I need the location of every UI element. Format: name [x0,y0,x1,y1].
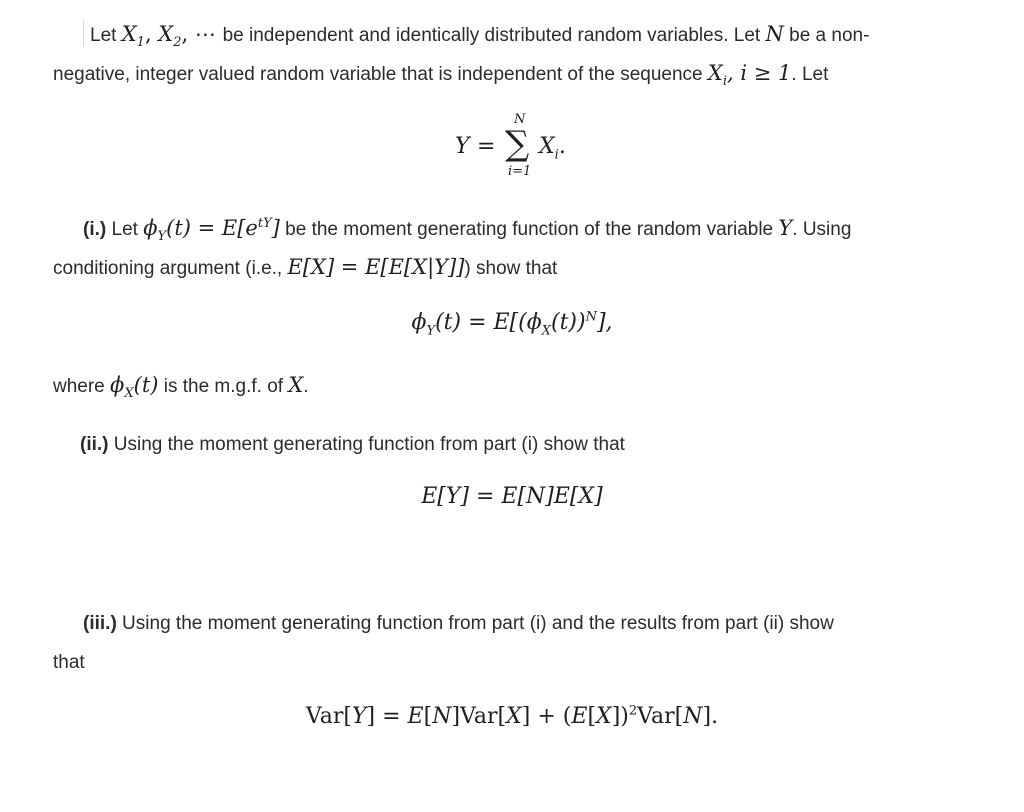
math-conditioning: E[X] = E[E[X|Y]] [287,255,465,279]
math-n: N [765,22,784,46]
part-text: be the moment generating function of the random variable [279,219,779,240]
part-text: . Using [792,219,852,240]
text-cursor [83,20,84,46]
math-mgf-def: $\phi_Y(t) = E[e^{tY}]$ [143,216,280,245]
math-x: $X_2$ [158,22,182,51]
part-3-line-2 [53,643,85,683]
part-text: conditioning argument (i.e., [53,258,288,279]
intro-text: . Let [791,64,829,85]
part-1-line-2 [53,247,557,289]
sigma-symbol: ∑ [505,124,530,164]
sum-term: $X_i$. [539,134,566,163]
part-text: that [53,652,85,673]
math-y: Y [778,216,793,240]
eq-equals: = [477,134,496,159]
equation-mgf: $\phi_Y(t) = E[(\phi_X(t))^N]$, [411,309,613,339]
where-text: is the m.g.f. of [158,376,289,397]
part-label: (iii.) [83,613,117,634]
part-label: (i.) [83,219,107,240]
math-index-condition: , i ≥ 1 [727,61,792,85]
math-separator: , [144,22,159,46]
equation-variance: $Var[Y] = E[N]Var[X] + (E[X])^2Var[N]$. [305,703,719,729]
part-1-line-1 [83,208,851,250]
where-text: . [303,376,309,397]
math-x: X [288,373,304,397]
math-ellipsis: , ⋯ [181,22,223,46]
math-phi-x: $\phi_X(t)$ [110,373,159,402]
part-label: (ii.) [80,434,109,455]
sum-lower-limit: i=1 [508,164,532,179]
part-text: ) show that [464,258,558,279]
part-3-line-1 [83,604,834,644]
part-text: Let [106,219,144,240]
where-line [53,365,309,407]
math-xi: $X_i$ [707,61,728,90]
part-text: Using the moment generating function from part (i) and the results from part (ii) show [116,613,834,634]
eq-lhs: Y [455,134,470,159]
where-text: where [53,376,111,397]
intro-text: negative, integer valued random variable that is independent of the sequence [53,64,708,85]
intro-line-1 [90,14,869,56]
equation-mean: E[Y] = E[N]E[X] [421,484,603,509]
intro-text: be a non- [783,25,870,46]
sum-equation [455,112,595,192]
part-text: Using the moment generating function from part (i) show that [108,434,625,455]
intro-line-2 [53,53,828,95]
sum-upper-limit: N [514,112,526,127]
part-2-line [80,425,625,465]
math-x: $X_1$ [121,22,145,51]
intro-text: be independent and identically distributed random variables. Let [222,25,766,46]
intro-text: Let [90,25,122,46]
